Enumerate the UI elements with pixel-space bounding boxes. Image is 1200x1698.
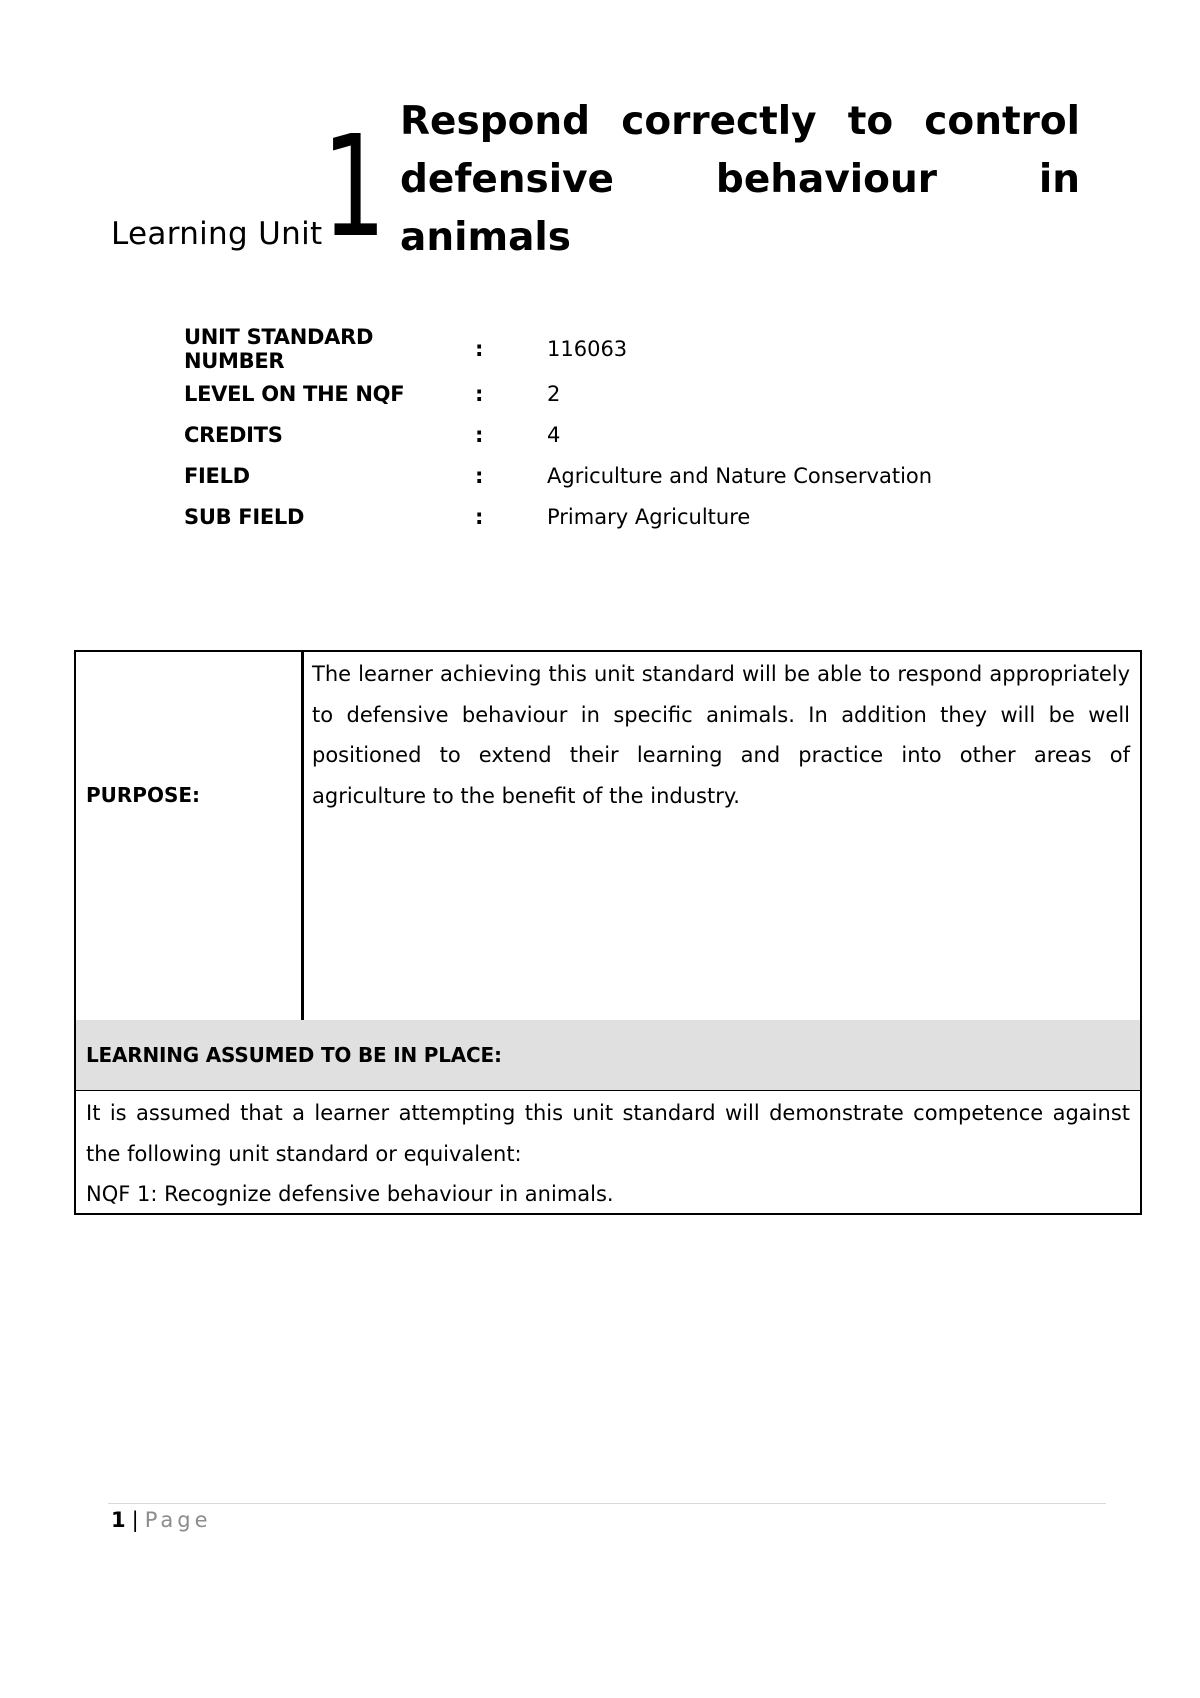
page-number: 1 [111,1508,126,1532]
metadata-value: 116063 [547,337,628,361]
metadata-row [184,373,932,414]
metadata-key: CREDITS [184,422,283,447]
footer-divider [108,1503,1106,1504]
metadata-value: Agriculture and Nature Conservation [547,463,933,488]
metadata-colon: : [475,381,484,406]
learning-assumed-heading: LEARNING ASSUMED TO BE IN PLACE: [86,1043,502,1067]
metadata-key: LEVEL ON THE NQF [184,381,405,406]
purpose-label: PURPOSE: [86,783,201,807]
purpose-learning-box [74,650,1142,1215]
metadata-key: SUB FIELD [184,504,305,529]
metadata-row [184,325,932,373]
metadata-colon: : [475,422,484,447]
learning-unit-number: 1 [322,106,387,269]
learning-assumed-header [76,1020,1140,1091]
metadata-row [184,496,932,537]
metadata-key: UNIT STANDARD NUMBER [184,325,374,373]
footer-separator: | [131,1508,139,1532]
learning-assumed-text: It is assumed that a learner attempting this unit standard will demonstrate competence against the following unit standard or equivalent: [86,1101,1130,1166]
purpose-row [76,652,1140,1020]
unit-title: Respond correctly to control defensive behaviour in animals [400,99,1080,260]
purpose-divider [301,652,304,1020]
unit-metadata-table [184,325,932,537]
metadata-colon: : [475,463,484,488]
metadata-value: 4 [547,422,561,447]
metadata-key: FIELD [184,463,250,488]
metadata-colon: : [475,337,484,361]
metadata-value: 2 [547,381,561,406]
metadata-colon: : [475,504,484,529]
purpose-text: The learner achieving this unit standard will be able to respond appropriately to defensive behaviour in specific animals. In addition they will be well positioned to extend their learning and practice into other areas of agriculture to the benefit of the industry. [312,662,1130,808]
page-label: Page [144,1508,212,1532]
learning-unit-label: Learning Unit [111,216,323,252]
metadata-row [184,414,932,455]
page-footer [111,1508,212,1532]
learning-assumed-requirement: NQF 1: Recognize defensive behaviour in animals. [86,1182,614,1206]
metadata-value: Primary Agriculture [547,504,751,529]
learning-assumed-body [86,1093,1130,1215]
metadata-row [184,455,932,496]
